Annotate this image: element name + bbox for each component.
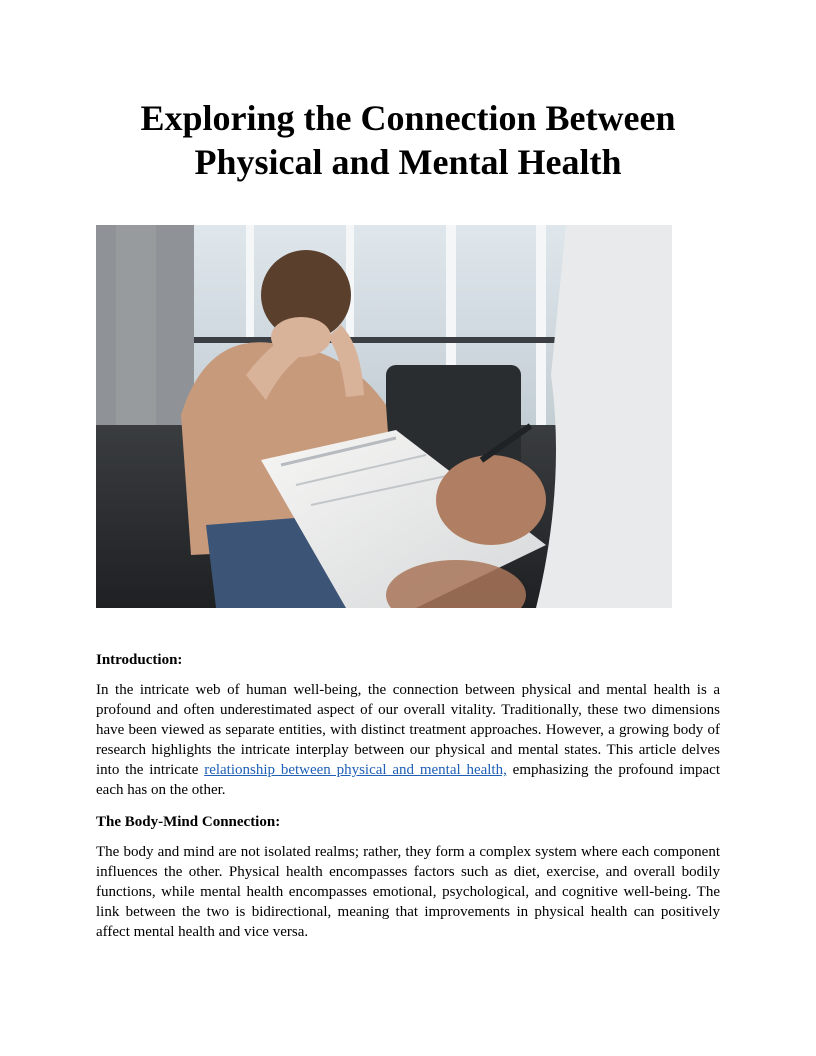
therapy-session-photo: [96, 225, 672, 608]
intro-text-start: In the intricate web of human well-being, the connection between physical and mental health is a profound and often underestimated aspect of our overall vitality. Traditionally, these two dimensions have been viewed as separate entities, with distinct treatment approaches. However, a growing body of research highlights the intricate interplay between our physical and mental states. This article delves into the intricate: [96, 682, 720, 778]
title-line-1: Exploring the Connection Between: [140, 98, 676, 138]
section-heading-body-mind: The Body-Mind Connection:: [96, 814, 281, 830]
body-mind-paragraph: The body and mind are not isolated realms; rather, they form a complex system where each component influences the other. Physical health encompasses factors such as diet, exercise, and overall bodily functions, while mental health encompasses emotional, psychological, and cognitive well-being. The link between the two is bidirectional, meaning that improvements in physical health can positively affect mental health and vice versa.: [96, 844, 720, 940]
title-line-2: Physical and Mental Health: [194, 142, 622, 182]
health-relationship-link[interactable]: relationship between physical and mental health,: [204, 762, 507, 778]
section-heading-introduction: Introduction:: [96, 652, 183, 668]
article-body: [96, 650, 720, 954]
intro-text-end: emphasizing the profound impact each has on the other.: [96, 762, 720, 798]
page-title: [96, 96, 720, 184]
introduction-paragraph: [96, 680, 720, 800]
